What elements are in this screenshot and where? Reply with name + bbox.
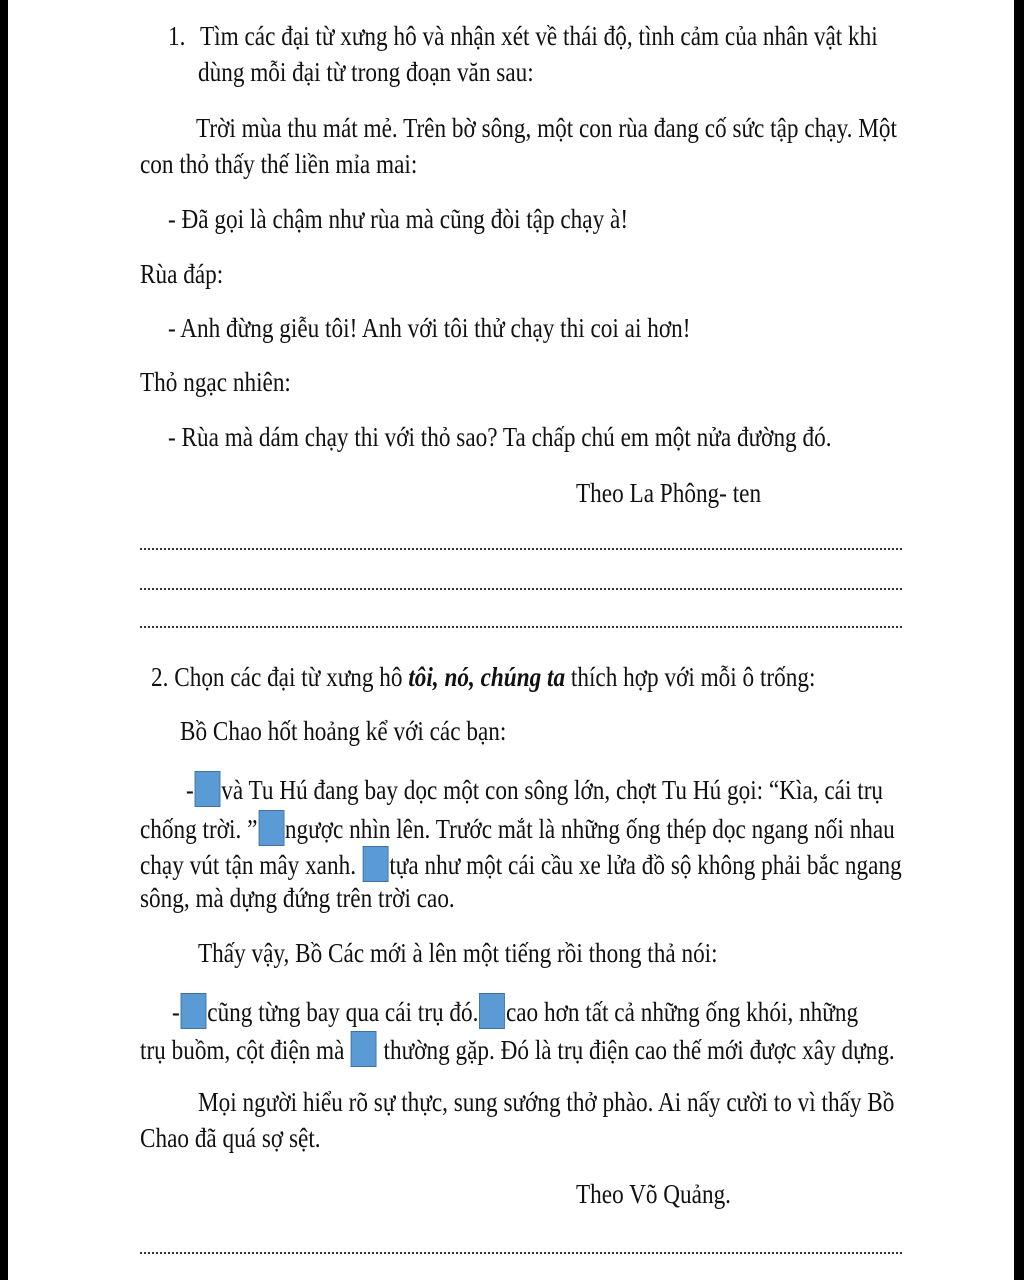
q1-source: Theo La Phông- ten bbox=[576, 478, 762, 508]
answer-line[interactable] bbox=[140, 548, 902, 550]
q2-keywords: tôi, nó, chúng ta bbox=[408, 662, 566, 692]
q2-story-line3-a: chạy vút tận mây xanh. bbox=[140, 850, 357, 880]
q2-story-line4: sông, mà dựng đứng trên trời cao. bbox=[140, 883, 455, 913]
q2-reply-line2-b: thường gặp. Đó là trụ điện cao thế mới được xây dựng. bbox=[383, 1035, 895, 1065]
q2-reply-line1-b: cao hơn tất cả những ống khói, những bbox=[505, 997, 859, 1027]
answer-line[interactable] bbox=[140, 1252, 902, 1254]
q1-dialogue-2: - Anh đừng giễu tôi! Anh với tôi thử chạy thi coi ai hơn! bbox=[168, 313, 691, 343]
q2-story-line1-text: và Tu Hú đang bay dọc một con sông lớn, chợt Tu Hú gọi: “Kìa, cái trụ bbox=[221, 775, 884, 805]
blank-box[interactable] bbox=[195, 771, 221, 807]
q2-story-line1: - và Tu Hú đang bay dọc một con sông lớn, chợt Tu Hú gọi: “Kìa, cái trụ bbox=[186, 771, 883, 807]
blank-box[interactable] bbox=[479, 993, 505, 1029]
q2-intro: Bồ Chao hốt hoảng kể với các bạn: bbox=[180, 716, 507, 746]
blank-box[interactable] bbox=[351, 1031, 377, 1067]
blank-box[interactable] bbox=[181, 993, 207, 1029]
q1-number: 1. bbox=[168, 21, 186, 51]
q2-story-line2-b: ngược nhìn lên. Trước mắt là những ống thép dọc ngang nối nhau bbox=[284, 814, 895, 844]
q2-prompt-prefix: 2. Chọn các đại từ xưng hô bbox=[151, 662, 409, 692]
q2-ending-line1: Mọi người hiểu rõ sự thực, sung sướng thở phào. Ai nấy cười to vì thấy Bồ bbox=[198, 1087, 895, 1117]
answer-line[interactable] bbox=[140, 588, 902, 590]
q1-dialogue-1: - Đã gọi là chậm như rùa mà cũng đòi tập chạy à! bbox=[168, 204, 629, 234]
q2-story-line2-a: chống trời. ” bbox=[140, 814, 258, 844]
q1-dialogue-3: - Rùa mà dám chạy thi với thỏ sao? Ta chấp chú em một nửa đường đó. bbox=[168, 422, 832, 452]
q2-source: Theo Võ Quảng. bbox=[576, 1179, 732, 1209]
answer-line[interactable] bbox=[140, 626, 902, 628]
q2-prompt bbox=[151, 661, 815, 693]
q2-reply-line2 bbox=[140, 1031, 895, 1067]
blank-box[interactable] bbox=[258, 810, 284, 846]
q2-story-line3-b: tựa như một cái cầu xe lửa đồ sộ không phải bắc ngang bbox=[389, 850, 902, 880]
q1-passage-line2: con thỏ thấy thế liền mỉa mai: bbox=[140, 149, 418, 179]
q1-passage-line1: Trời mùa thu mát mẻ. Trên bờ sông, một con rùa đang cố sức tập chạy. Một bbox=[196, 113, 897, 143]
q1-speaker-2: Rùa đáp: bbox=[140, 259, 224, 289]
q2-reply-line2-a: trụ buồm, cột điện mà bbox=[140, 1035, 345, 1065]
q2-reply-line1: - cũng từng bay qua cái trụ đó. cao hơn tất cả những ống khói, những bbox=[172, 993, 858, 1029]
q2-prompt-suffix: thích hợp với mỗi ô trống: bbox=[565, 662, 816, 692]
q2-ending-line2: Chao đã quá sợ sệt. bbox=[140, 1123, 321, 1153]
q2-story-line3 bbox=[140, 846, 902, 882]
q2-reply-line1-a: cũng từng bay qua cái trụ đó. bbox=[207, 997, 479, 1027]
q2-story-line2 bbox=[140, 810, 895, 846]
q2-narration: Thấy vậy, Bồ Các mới à lên một tiếng rồi thong thả nói: bbox=[198, 938, 718, 968]
q1-prompt-line2: dùng mỗi đại từ trong đoạn văn sau: bbox=[198, 57, 534, 87]
blank-box[interactable] bbox=[363, 846, 389, 882]
q1-prompt-line1: Tìm các đại từ xưng hô và nhận xét về thái độ, tình cảm của nhân vật khi bbox=[200, 21, 878, 51]
q1-speaker-3: Thỏ ngạc nhiên: bbox=[140, 367, 291, 397]
